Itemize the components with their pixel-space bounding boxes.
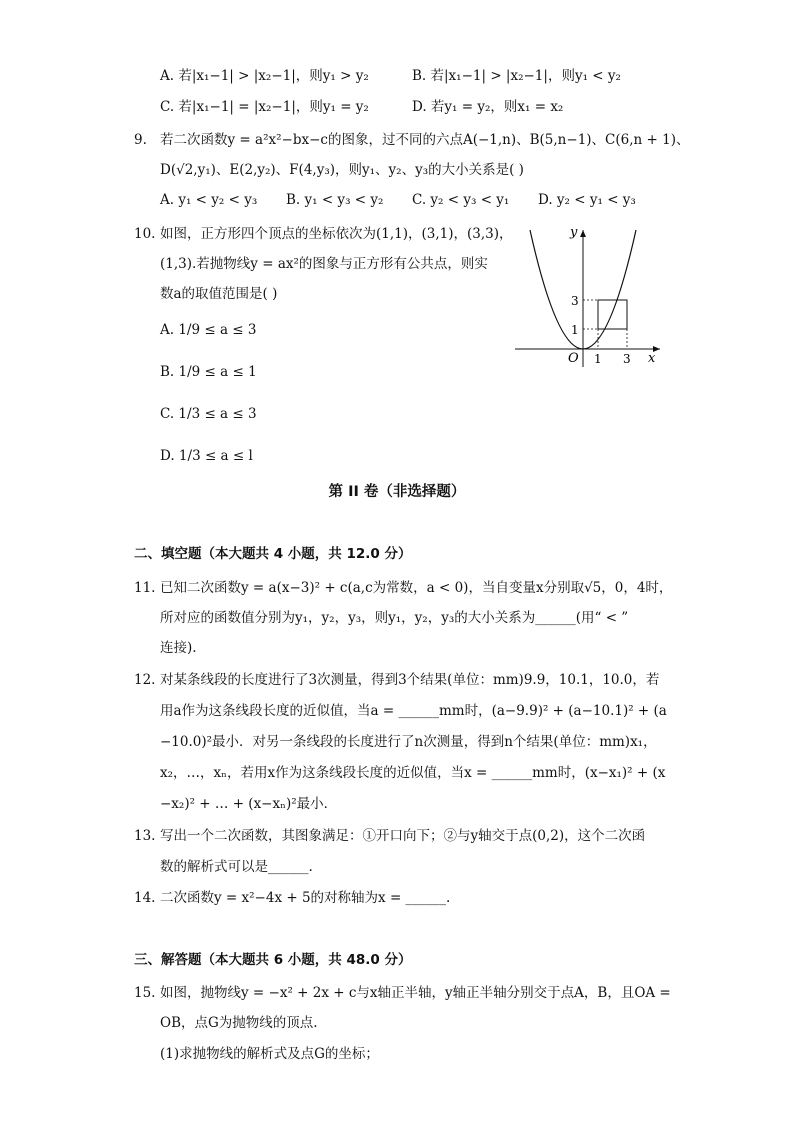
y-axis-arrow (580, 230, 586, 237)
square-shape (598, 300, 627, 329)
q11-line2: 所对应的函数值分别为y₁，y₂，y₃，则y₁，y₂，y₃的大小关系为______(用“ < ” (160, 610, 629, 626)
q9-line2: D(√2,y₁)、E(2,y₂)、F(4,y₃)，则y₁、y₂、y₃的大小关系是( ) (160, 162, 524, 178)
q10-figure (510, 222, 670, 370)
q13-line1: 写出一个二次函数，其图象满足：①开口向下；②与y轴交于点(0,2)，这个二次函 (160, 828, 646, 844)
q9-option-b: B. y₁ < y₃ < y₂ (286, 192, 384, 208)
q9-line1: 若二次函数y = a²x²−bx−c的图象，过不同的六点A(−1,n)、B(5,n−1)、C(6,n + 1)、 (160, 132, 690, 148)
q13-line2: 数的解析式可以是______. (160, 859, 313, 875)
q13-number: 13. (134, 828, 156, 844)
q9-option-a: A. y₁ < y₂ < y₃ (160, 192, 258, 208)
tick-y-3: 3 (571, 294, 579, 308)
q8-option-b: B. 若|x₁−1| > |x₂−1|，则y₁ < y₂ (412, 68, 621, 84)
tick-x-1: 1 (594, 352, 602, 366)
q10-option-d: D. 1/3 ≤ a ≤ l (160, 448, 253, 464)
q10-option-c: C. 1/3 ≤ a ≤ 3 (160, 406, 257, 422)
origin-label: O (568, 351, 579, 366)
q15-sub1: (1)求抛物线的解析式及点G的坐标； (160, 1046, 379, 1062)
q12-line5: −x₂)² + … + (x−xₙ)²最小． (160, 796, 338, 812)
q10-number: 10. (134, 226, 156, 242)
q15-line2: OB，点G为抛物线的顶点. (160, 1015, 318, 1031)
q15-line1: 如图，抛物线y = −x² + 2x + c与x轴正半轴，y轴正半轴分别交于点A，B，且OA = (160, 985, 671, 1001)
section2-heading: 二、填空题（本大题共 4 小题，共 12.0 分） (134, 546, 412, 562)
q12-line2: 用a作为这条线段长度的近似值，当a = ______mm时，(a−9.9)² + (a−10.1)² + (a (160, 703, 667, 719)
q12-line1: 对某条线段的长度进行了3次测量，得到3个结果(单位：mm)9.9，10.1，10.0，若 (160, 672, 660, 688)
q11-number: 11. (134, 580, 156, 596)
y-axis-label: y (570, 225, 578, 240)
q10-line2: (1,3).若抛物线y = ax²的图象与正方形有公共点，则实 (160, 256, 488, 272)
q10-line1: 如图，正方形四个顶点的坐标依次为(1,1)，(3,1)，(3,3)， (160, 226, 513, 242)
q10-line3: 数a的取值范围是( ) (160, 286, 278, 302)
q11-line3: 连接). (160, 640, 197, 656)
q9-option-c: C. y₂ < y₃ < y₁ (412, 192, 510, 208)
q11-line1: 已知二次函数y = a(x−3)² + c(a,c为常数，a < 0)，当自变量x分别取√5，0，4时， (160, 580, 673, 596)
tick-x-3: 3 (623, 352, 631, 366)
tick-y-1: 1 (571, 323, 579, 337)
q12-line4: x₂，…，xₙ，若用x作为这条线段长度的近似值，当x = ______mm时，(x−x₁)² + (x (160, 765, 666, 781)
q15-number: 15. (134, 985, 156, 1001)
q9-option-d: D. y₂ < y₁ < y₃ (538, 192, 636, 208)
q9-number: 9. (134, 132, 147, 148)
q8-option-a: A. 若|x₁−1| > |x₂−1|，则y₁ > y₂ (160, 68, 369, 84)
q8-option-d: D. 若y₁ = y₂，则x₁ = x₂ (412, 99, 564, 115)
q14-number: 14. (134, 890, 156, 906)
q8-option-c: C. 若|x₁−1| = |x₂−1|，则y₁ = y₂ (160, 99, 369, 115)
x-axis-label: x (648, 351, 656, 366)
q10-option-a: A. 1/9 ≤ a ≤ 3 (160, 322, 257, 338)
section3-heading: 三、解答题（本大题共 6 小题，共 48.0 分） (134, 952, 412, 968)
q10-option-b: B. 1/9 ≤ a ≤ 1 (160, 364, 257, 380)
q12-number: 12. (134, 672, 156, 688)
q14-line1: 二次函数y = x²−4x + 5的对称轴为x = ______. (160, 890, 451, 906)
q12-line3: −10.0)²最小．对另一条线段的长度进行了n次测量，得到n个结果(单位：mm)x₁， (160, 734, 657, 750)
part2-title: 第 II 卷（非选择题） (328, 484, 466, 500)
